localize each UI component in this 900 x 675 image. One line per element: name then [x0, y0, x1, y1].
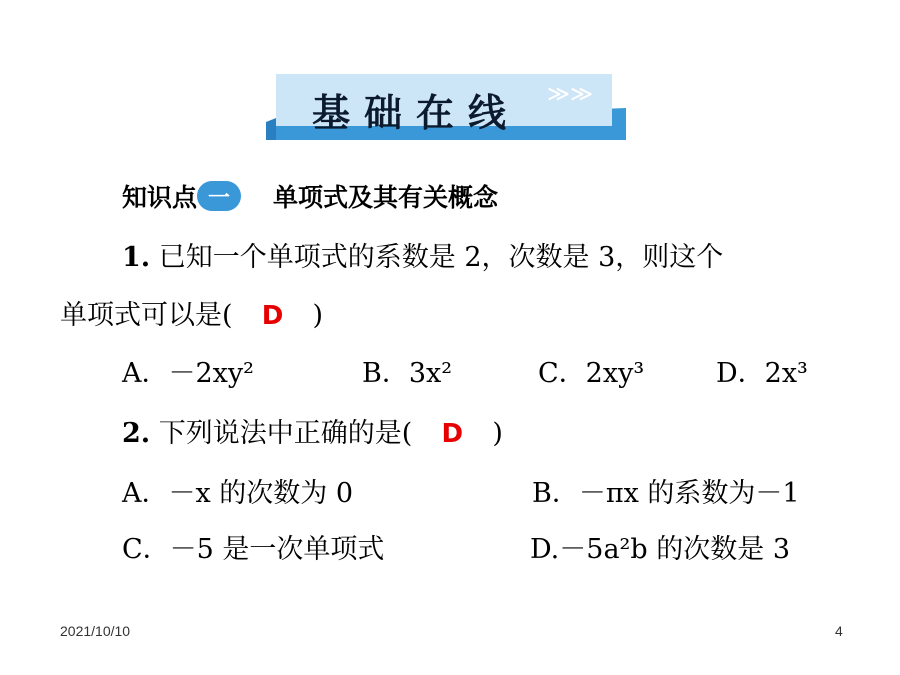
option-label: C． [122, 534, 170, 565]
option-label: D. [530, 534, 560, 565]
option-label: A． [122, 478, 169, 509]
q2-line [122, 416, 503, 452]
option-label: A． [122, 358, 169, 389]
knowledge-point-badge: 一 [197, 181, 241, 211]
q1-option-b [362, 356, 452, 392]
option-text: 3x² [408, 358, 453, 389]
q2-option-c [122, 532, 384, 568]
q2-number: 2. [122, 418, 151, 449]
q2-answer: D [441, 419, 464, 449]
option-label: B． [362, 358, 409, 389]
knowledge-point-label: 知识点 [122, 183, 198, 212]
option-text: －x 的次数为 0 [168, 478, 354, 509]
q2-option-a [122, 476, 353, 512]
q1-option-d [716, 356, 808, 392]
footer-page-number: 4 [835, 623, 843, 639]
q2-option-b [532, 476, 800, 512]
option-text: －5a²b 的次数是 3 [559, 534, 791, 565]
option-label: C． [538, 358, 586, 389]
q1-answer: D [261, 301, 284, 331]
option-text: 2xy³ [585, 358, 645, 389]
option-text: －2xy² [168, 358, 254, 389]
knowledge-point-header [122, 176, 498, 216]
option-text: －πx 的系数为－1 [578, 478, 800, 509]
banner-title: 基础在线 [311, 91, 520, 135]
q1-close-paren: ) [312, 300, 324, 331]
q1-line2 [60, 298, 323, 334]
q1-option-c [538, 356, 644, 392]
q2-text: 下列说法中正确的是( [158, 418, 413, 449]
section-banner [262, 70, 632, 148]
knowledge-point-title: 单项式及其有关概念 [273, 183, 499, 212]
option-text: 2x³ [764, 358, 808, 389]
option-text: －5 是一次单项式 [169, 534, 385, 565]
q1-line1 [122, 240, 723, 276]
footer-date: 2021/10/10 [60, 623, 131, 639]
q2-close-paren: ) [492, 418, 503, 449]
chevrons-icon: ≫≫ [547, 82, 594, 107]
option-label: D． [716, 358, 765, 389]
q1-number: 1. [122, 242, 151, 273]
q2-option-d [530, 532, 790, 568]
q1-text: 已知一个单项式的系数是 2，次数是 3，则这个 [158, 242, 724, 273]
q1-option-a [122, 356, 254, 392]
q1-text-2: 单项式可以是( [60, 300, 233, 331]
option-label: B． [532, 478, 579, 509]
